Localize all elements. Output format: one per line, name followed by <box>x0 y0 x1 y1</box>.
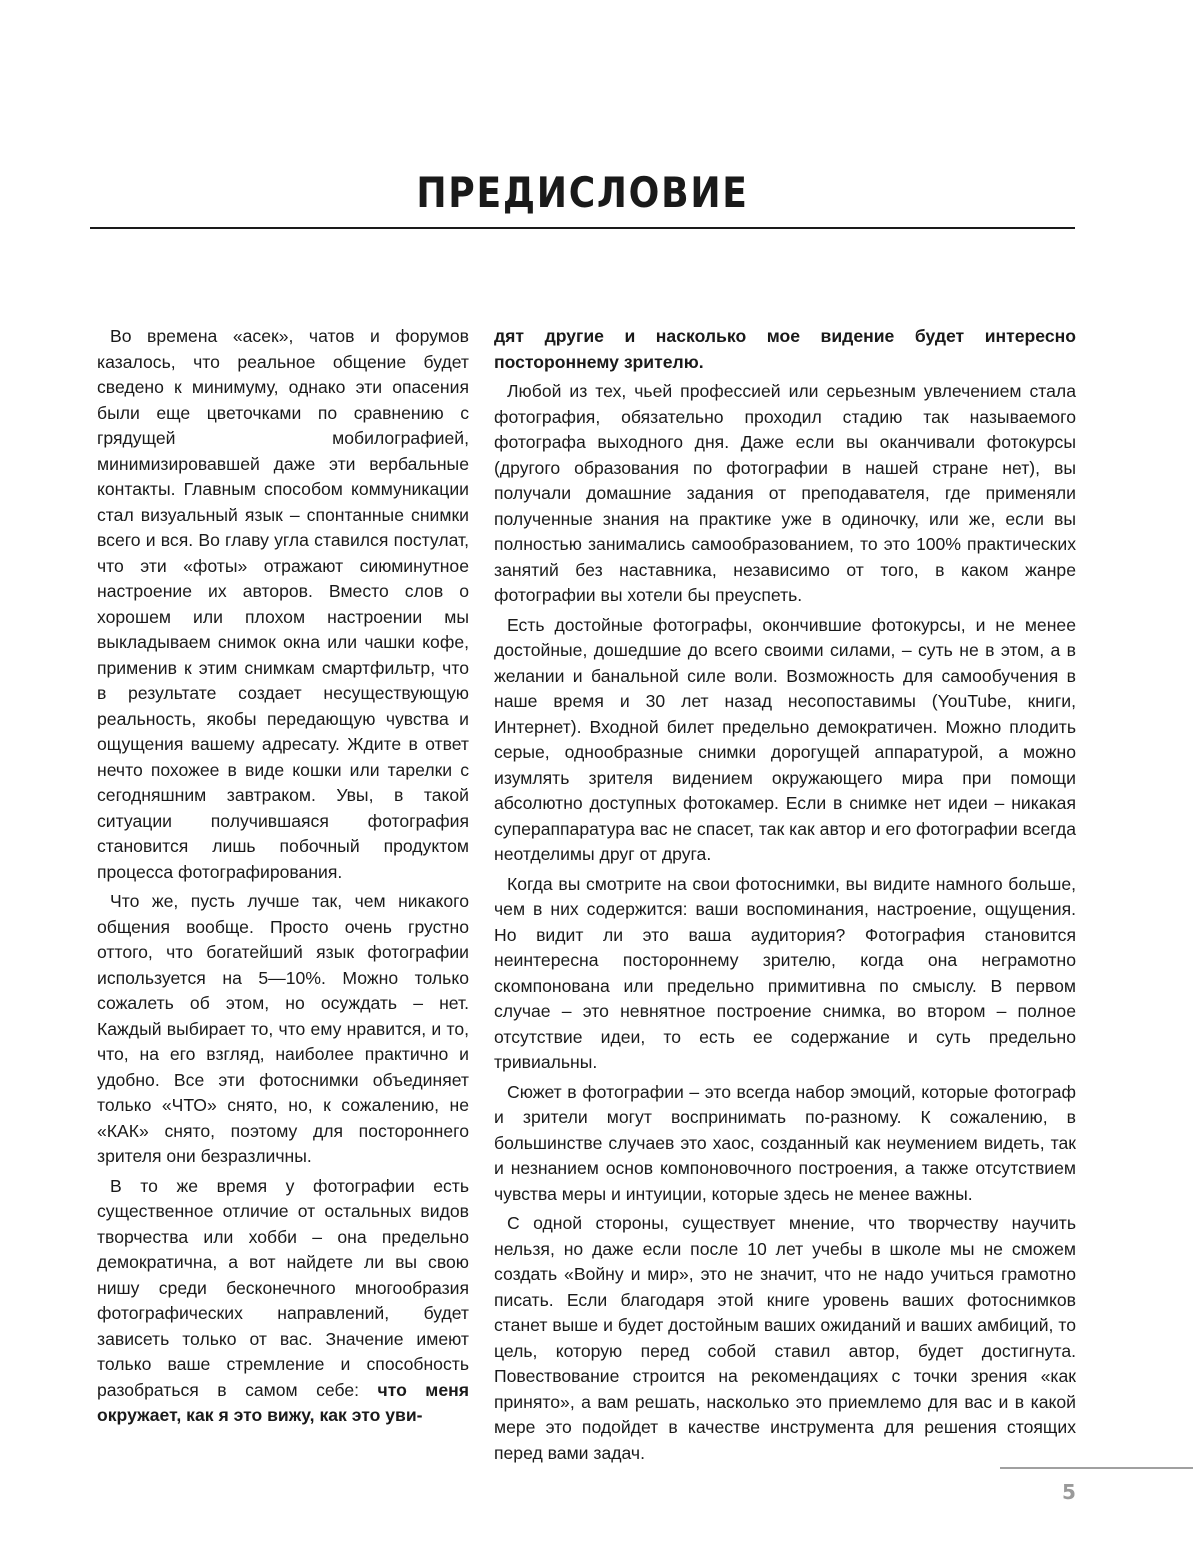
footer-divider <box>1000 1467 1193 1469</box>
left-column <box>97 324 469 1433</box>
page-number: 5 <box>1062 1480 1076 1504</box>
paragraph-continuation <box>494 324 1076 375</box>
paragraph: Сюжет в фотографии – это всегда набор эмоций, которые фотограф и зрители могут воспринимать по-разному. К сожалению, в большинстве случаев это хаос, созданный как неумением видеть, так и незнанием основ компоновочного построения, а также отсутствием чувства меры и интуиции, которые здесь не менее важны. <box>494 1081 1076 1204</box>
emphasis-text: что меня окружает, как я это вижу, как это уви- <box>97 1379 469 1425</box>
paragraph: Когда вы смотрите на свои фотоснимки, вы видите намного больше, чем в них содержится: ваши воспоминания, настроение, ощущения. Но видит ли это ваша аудитория? Фотография становится неинтересна постороннему зрителю, когда она неграмотно скомпонована или предельно примитивна по смыслу. В первом случае – это невнятное построение снимка, во втором – полное отсутствие идеи, то есть ее содержание и суть предельно тривиальны. <box>494 873 1076 1072</box>
paragraph: Любой из тех, чьей профессией или серьезным увлечением стала фотография, обязательно проходил стадию так называемого фотографа выходного дня. Даже если вы оканчивали фотокурсы (другого образования по фотографии в нашей стране нет), вы получали домашние задания от преподавателя, где применяли полученные знания на практике уже в одиночку, или же, если вы полностью занимались самообразованием, то это 100% практических занятий без наставника, независимо от того, в каком жанре фотографии вы хотели бы преуспеть. <box>494 381 1076 605</box>
title-divider <box>90 227 1075 229</box>
paragraph: С одной стороны, существует мнение, что творчеству научить нельзя, но даже если после 10 лет учебы в школе мы не сможем создать «Войну и мир», это не значит, что не надо учиться грамотно писать. Если благодаря этой книге уровень ваших фотоснимков станет выше и будет достойным ваших ожиданий и ваших амбиций, то цель, которую перед собой ставил автор, будет достигнута. Повествование строится на рекомендациях с точки зрения «как принято», а вам решать, насколько это приемлемо для вас и в какой мере это подойдет в качестве инструмента для решения стоящих перед вами задач. <box>494 1213 1076 1463</box>
emphasis-text: дят другие и насколько мое видение будет интересно постороннему зрителю. <box>494 326 1076 372</box>
paragraph: Есть достойные фотографы, окончившие фотокурсы, и не менее достойные, дошедшие до всего своими силами, – суть не в этом, а в желании и банальной силе воли. Возможность для самообучения в наше время и 30 лет назад несопоставимы (YouTube, книги, Интернет). Входной билет предельно демократичен. Можно плодить серые, однообразные снимки дорогущей аппаратурой, а можно изумлять зрителя видением окружающего мира при помощи абсолютно доступных фотокамер. Если в снимке нет идеи – никакая супераппаратура вас не спасет, так как автор и его фотографии всегда неотделимы друг от друга. <box>494 614 1076 864</box>
paragraph: Что же, пусть лучше так, чем никакого общения вообще. Просто очень грустно оттого, что богатейший язык фотографии используется на 5—10%. Можно только сожалеть об этом, но осуждать – нет. Каждый выбирает то, что ему нравится, и то, что, на его взгляд, наиболее практично и удобно. Все эти фотоснимки объединяет только «ЧТО» снято, но, к сожалению, не «КАК» снято, поэтому для постороннего зрителя они безразличны. <box>97 891 469 1166</box>
right-column <box>494 324 1076 1470</box>
paragraph: Во времена «асек», чатов и форумов казалось, что реальное общение будет сведено к минимуму, однако эти опасения были еще цветочками по сравнению с грядущей мобилографией, минимизировавшей даже эти вербальные контакты. Главным способом коммуникации стал визуальный язык – спонтанные снимки всего и вся. Во главу угла ставился постулат, что эти «фоты» отражают сиюминутное настроение их авторов. Вместо слов о хорошем или плохом настроении мы выкладываем снимок окна или чашки кофе, применив к этим снимкам смартфильтр, что в результате создает несуществующую реальность, якобы передающую чувства и ощущения вашему адресату. Ждите в ответ нечто похожее в виде кошки или тарелки с сегодняшним завтраком. Увы, в такой ситуации получившаяся фотография становится лишь побочный продуктом процесса фотографирования. <box>97 326 469 882</box>
page-title: ПРЕДИСЛОВИЕ <box>416 168 749 217</box>
paragraph: В то же время у фотографии есть существенное отличие от остальных видов творчества или хобби – она предельно демократична, а вот найдете ли вы свою нишу среди бесконечного многообразия фотографических направлений, будет зависеть только от вас. Значение имеют только ваше стремление и способность разобраться в самом себе: что меня окружает, как я это вижу, как это уви- <box>97 1175 469 1425</box>
